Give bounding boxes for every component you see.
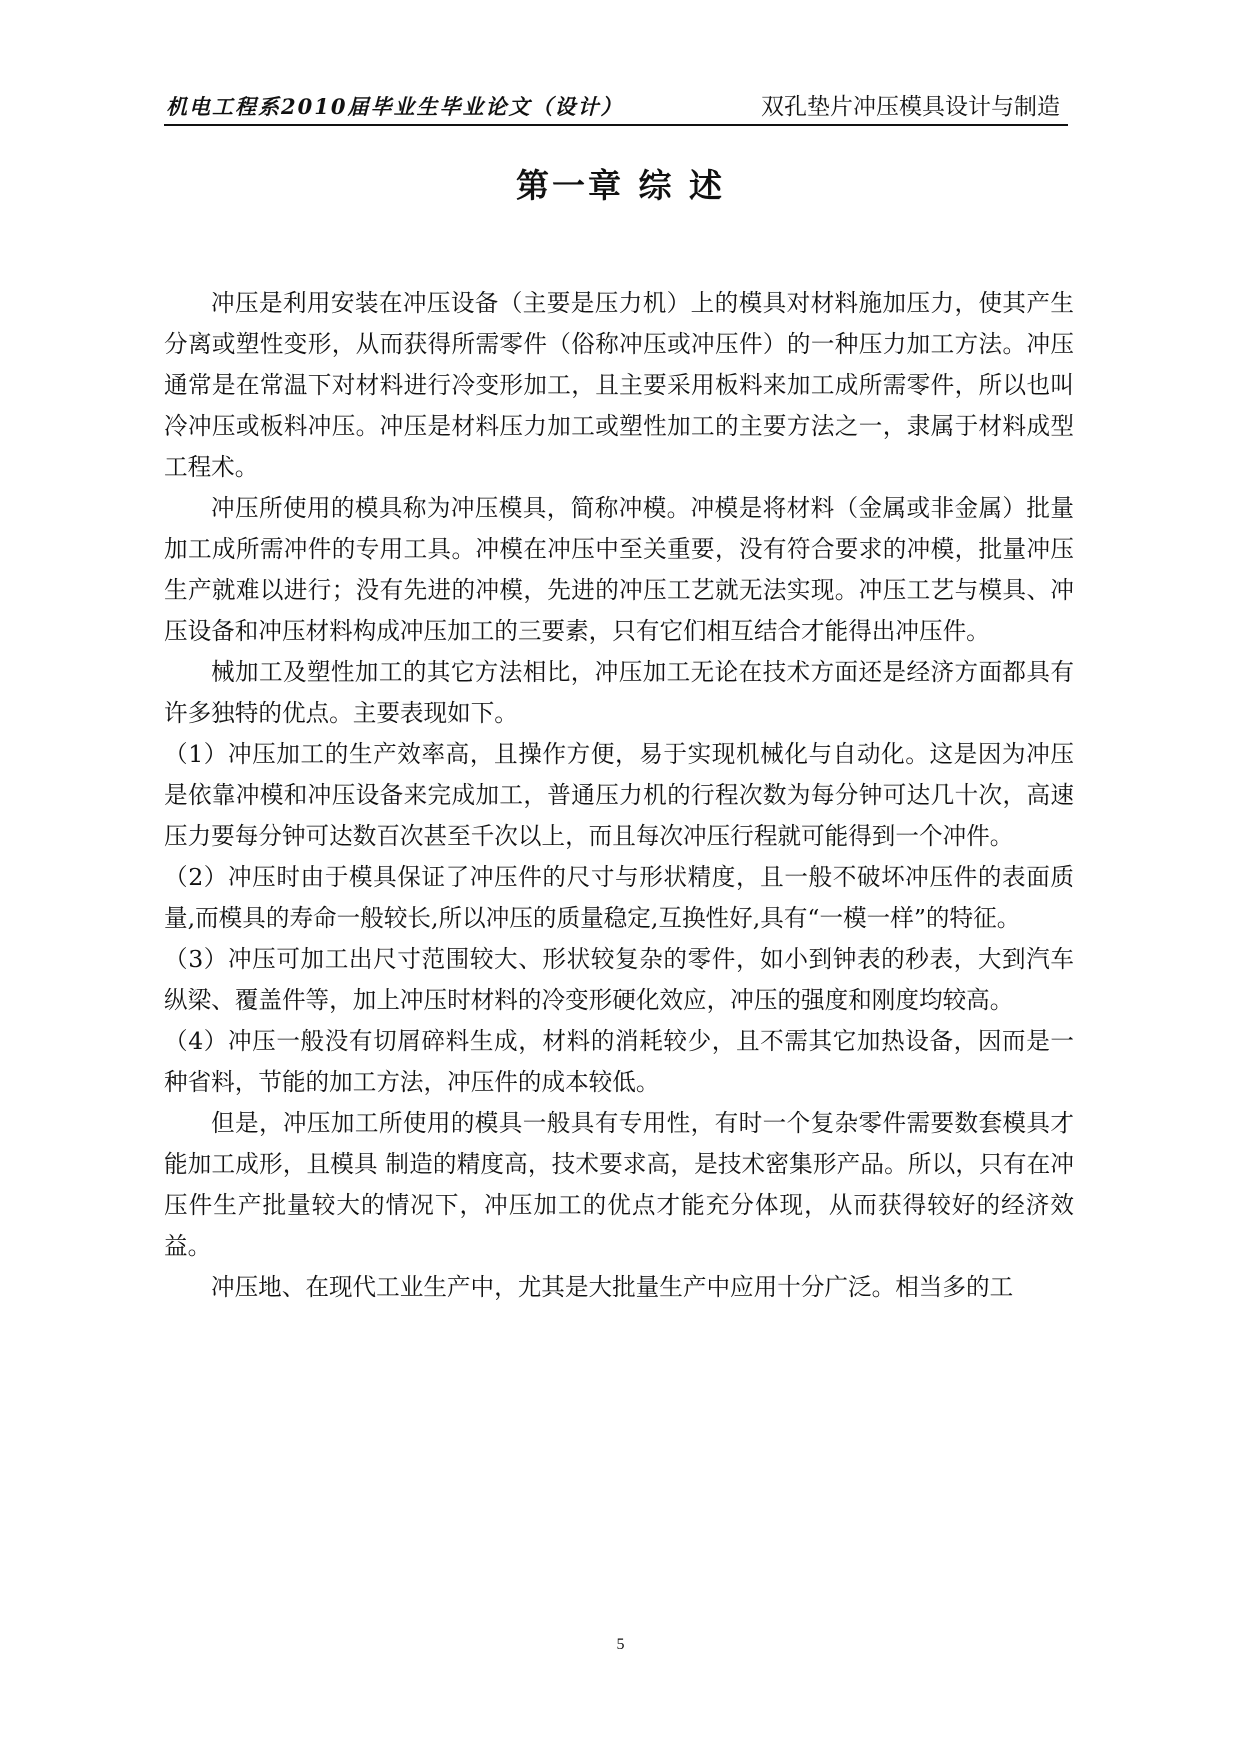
paragraph: 但是，冲压加工所使用的模具一般具有专用性，有时一个复杂零件需要数套模具才能加工成形，且模具 制造的精度高，技术要求高，是技术密集形产品。所以，只有在冲压件生产批量较大的情况下，冲压加工的优点才能充分体现，从而获得较好的经济效益。 <box>164 1109 1074 1260</box>
body-text <box>164 283 1074 1308</box>
header-left-text: 机电工程系2010届毕业生毕业论文（设计） <box>166 94 624 119</box>
list-item: （1）冲压加工的生产效率高，且操作方便，易于实现机械化与自动化。这是因为冲压是依靠冲模和冲压设备来完成加工，普通压力机的行程次数为每分钟可达几十次，高速压力要每分钟可达数百次甚至千次以上，而且每次冲压行程就可能得到一个冲件。 <box>164 740 1074 850</box>
list-item: （4）冲压一般没有切屑碎料生成，材料的消耗较少，且不需其它加热设备，因而是一种省料，节能的加工方法，冲压件的成本较低。 <box>164 1027 1074 1096</box>
page-header <box>164 90 1068 126</box>
paragraph: 冲压所使用的模具称为冲压模具，简称冲模。冲模是将材料（金属或非金属）批量加工成所需冲件的专用工具。冲模在冲压中至关重要，没有符合要求的冲模，批量冲压生产就难以进行；没有先进的冲模，先进的冲压工艺就无法实现。冲压工艺与模具、冲压设备和冲压材料构成冲压加工的三要素，只有它们相互结合才能得出冲压件。 <box>164 494 1074 645</box>
page-number: 5 <box>616 1636 625 1653</box>
list-item: （3）冲压可加工出尺寸范围较大、形状较复杂的零件，如小到钟表的秒表，大到汽车纵梁、覆盖件等，加上冲压时材料的冷变形硬化效应，冲压的强度和刚度均较高。 <box>164 945 1074 1014</box>
paragraph: 冲压是利用安装在冲压设备（主要是压力机）上的模具对材料施加压力，使其产生分离或塑性变形，从而获得所需零件（俗称冲压或冲压件）的一种压力加工方法。冲压通常是在常温下对材料进行冷变形加工，且主要采用板料来加工成所需零件，所以也叫冷冲压或板料冲压。冲压是材料压力加工或塑性加工的主要方法之一，隶属于材料成型工程术。 <box>164 289 1074 481</box>
list-item: （2）冲压时由于模具保证了冲压件的尺寸与形状精度，且一般不破坏冲压件的表面质量,而模具的寿命一般较长,所以冲压的质量稳定,互换性好,具有“一模一样”的特征。 <box>164 863 1074 932</box>
header-right-text: 双孔垫片冲压模具设计与制造 <box>761 94 1060 120</box>
paragraph: 械加工及塑性加工的其它方法相比，冲压加工无论在技术方面还是经济方面都具有许多独特的优点。主要表现如下。 <box>164 658 1074 727</box>
chapter-title: 第一章 综 述 <box>516 166 725 205</box>
paragraph: 冲压地、在现代工业生产中，尤其是大批量生产中应用十分广泛。相当多的工 <box>211 1273 1014 1301</box>
